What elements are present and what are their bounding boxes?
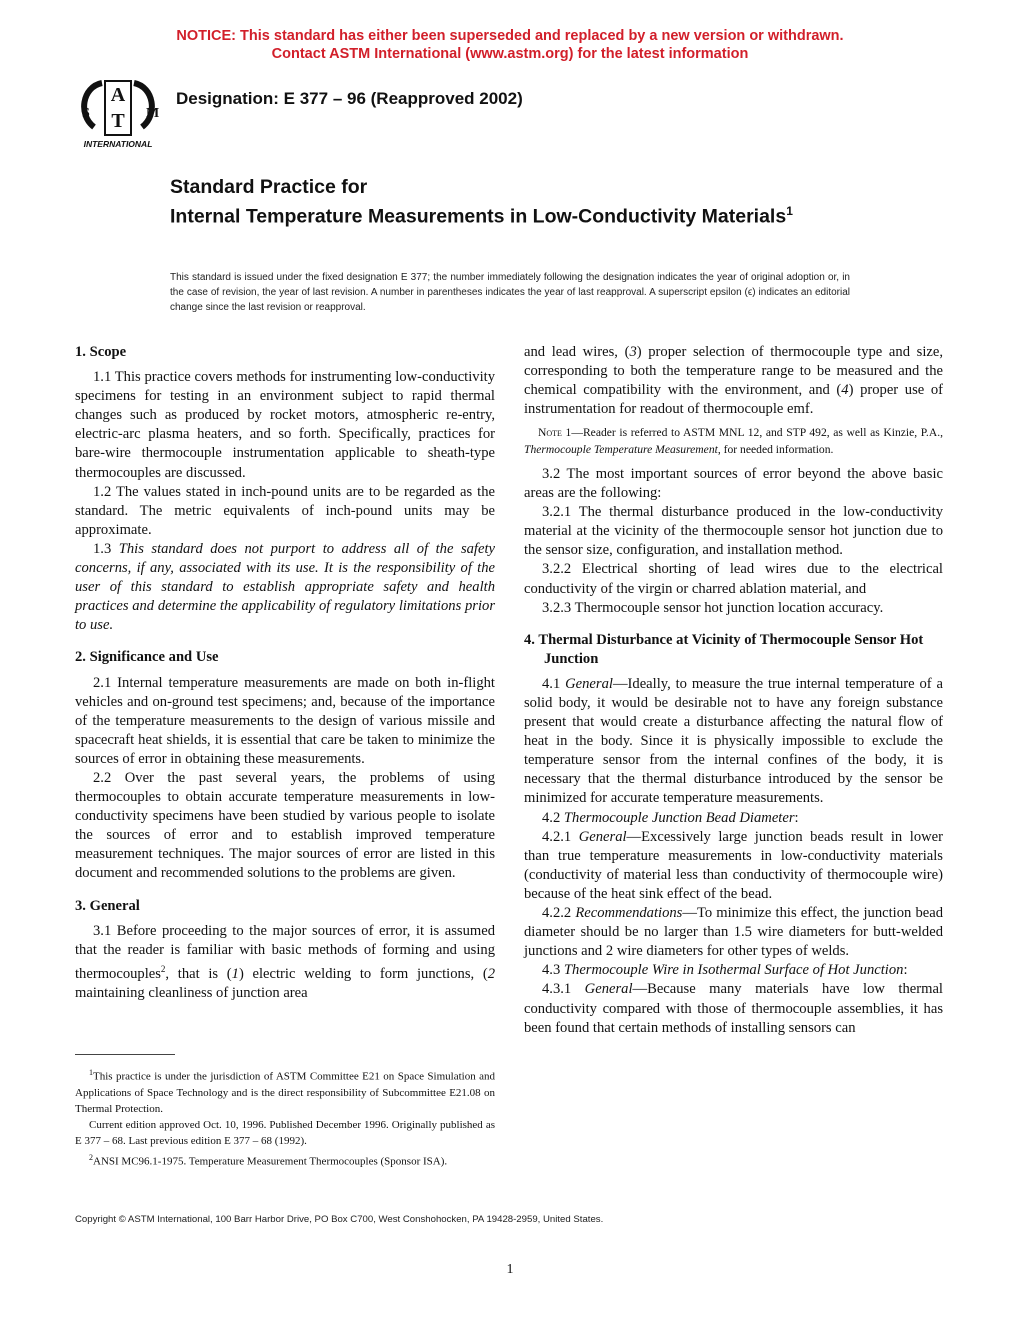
svg-text:S: S bbox=[82, 106, 90, 121]
issued-statement: This standard is issued under the fixed designation E 377; the number immediately following the designation indicates the year of original adoption or, in the case of revision, the year of last revision. A number in parentheses indicates the year of last reapproval. A superscript epsilon (ϵ) indicates an editorial change since the last revision or reapproval. bbox=[170, 272, 850, 313]
section-heading-general: 3. General bbox=[75, 897, 140, 914]
svg-text:M: M bbox=[146, 106, 160, 121]
paragraph-4-2: 4.2 Thermocouple Junction Bead Diameter: bbox=[542, 809, 799, 826]
astm-logo-icon bbox=[72, 75, 164, 155]
paragraph-2-1: 2.1 Internal temperature measurements are made on both in-flight vehicles and on-ground test specimens; and, because of the importance of the temperature measurements to the design of various missile and spacecraft heat shields, it is essential that care be taken to minimize the sources of error in obtaining these measurements. bbox=[75, 674, 495, 767]
paragraph-3-2-3: 3.2.3 Thermocouple sensor hot junction location accuracy. bbox=[542, 599, 884, 616]
footnote-2: $^2$ANSI MC96.1-1975. Temperature Measurement Thermocouples (Sponsor ISA). bbox=[89, 1152, 448, 1168]
paragraph-2-2: 2.2 Over the past several years, the problems of using thermocouples to obtain accurate temperature measurements in low-conductivity specimens have been studied by various people to isolate the sources of error and to establish improved temperature measurement techniques. The major sources of error are listed in this document and recommended solutions to the problems are given. bbox=[75, 769, 495, 882]
astm-logo bbox=[72, 75, 164, 155]
copyright-line: Copyright © ASTM International, 100 Barr Harbor Drive, PO Box C700, West Conshohocken, PA 19428-2959, United States. bbox=[75, 1214, 604, 1225]
logo-letters-top: A bbox=[110, 84, 126, 106]
paragraph-4-1: 4.1 General—Ideally, to measure the true internal temperature of a solid body, it would be desirable not to have any foreign substance present that would create a disturbance affecting the natural flow of heat in the body. Since it is physically impossible to exclude the temperature sensor from the internal confines of the body, it is necessary that the thermal disturbance introduced by the sensor be minimized for accurate temperature measurements. bbox=[524, 675, 943, 807]
paragraph-3-2-1: 3.2.1 The thermal disturbance produced in the low-conductivity material at the vicinity of the thermocouple sensor hot junction due to the sensor size, configuration, and installation method. bbox=[524, 504, 943, 559]
designation: Designation: E 377 – 96 (Reapproved 2002) bbox=[176, 89, 523, 108]
notice-line-2: Contact ASTM International (www.astm.org) for the latest information bbox=[271, 46, 749, 62]
footnote-1: $^1$This practice is under the jurisdiction of ASTM Committee E21 on Space Simulation and Applications of Space Technology and is the direct responsibility of Subcommittee E21.08 on Thermal Protection. bbox=[75, 1068, 495, 1116]
paragraph-3-1-continued: and lead wires, (3) proper selection of thermocouple type and size, corresponding to both the temperature range to be measured and the chemical compatibility with the environment, and (4) proper use of instrumentation for readout of thermocouple emf. bbox=[524, 344, 943, 418]
footnote-1-edition: Current edition approved Oct. 10, 1996. Published December 1996. Originally published as E 377 – 68. Last previous edition E 377 – 68 (1992). bbox=[75, 1119, 495, 1148]
document-title bbox=[170, 175, 930, 229]
paragraph-4-2-2: 4.2.2 Recommendations—To minimize this effect, the junction bead diameter should be no larger than 1.5 wire diameters for butt-welded junctions and 2 wire diameters for other types of welds. bbox=[524, 905, 943, 960]
paragraph-3-1-start: 3.1 Before proceeding to the major sources of error, it is assumed that the reader is familiar with basic methods of forming and using thermocouples$^2$, that is (1) electric welding to form junctions, (2 maintaining cleanliness of junction area bbox=[75, 922, 495, 1001]
superseded-notice bbox=[0, 27, 1020, 63]
paragraph-3-2-2: 3.2.2 Electrical shorting of lead wires due to the electrical conductivity of the virgin or charred ablation material, and bbox=[524, 561, 943, 597]
right-column bbox=[524, 343, 943, 1038]
title-line-2: Internal Temperature Measurements in Low-Conductivity Materials$^1$ bbox=[170, 204, 793, 228]
paragraph-1-2: 1.2 The values stated in inch-pound units are to be regarded as the standard. The metric equivalents of inch-pound units may be approximate. bbox=[75, 483, 495, 538]
logo-caption: INTERNATIONAL bbox=[83, 139, 153, 149]
note-1: Note 1—Reader is referred to ASTM MNL 12, and STP 492, as well as Kinzie, P.A., Thermocouple Temperature Measurement, for needed information. bbox=[524, 426, 943, 457]
paragraph-4-3-1: 4.3.1 General—Because many materials have low thermal conductivity compared with those of thermocouple assemblies, it has been found that certain methods of installing sensors can bbox=[524, 981, 943, 1036]
page-number: 1 bbox=[506, 1262, 514, 1277]
paragraph-1-1: 1.1 This practice covers methods for instrumenting low-conductivity specimens for testing in an environment subject to rapid thermal changes such as produced by rocket motors, atmospheric re-entry, electric-arc plasma heaters, and so forth. Specifically, practices for bare-wire thermocouple instrumentation applicable to sheath-type thermocouples are discussed. bbox=[75, 369, 495, 481]
left-column bbox=[75, 343, 495, 1003]
footnotes bbox=[75, 1065, 495, 1170]
title-line-1: Standard Practice for bbox=[170, 176, 368, 198]
paragraph-1-3: 1.3 This standard does not purport to address all of the safety concerns, if any, associated with its use. It is the responsibility of the user of this standard to establish appropriate safety and health practices and determine the applicability of regulatory limitations prior to use. bbox=[75, 540, 495, 634]
section-heading-significance: 2. Significance and Use bbox=[75, 649, 219, 666]
paragraph-3-2: 3.2 The most important sources of error beyond the above basic areas are the following: bbox=[524, 465, 943, 502]
title-footnote-mark: 1 bbox=[786, 204, 793, 218]
logo-letters-bottom: T bbox=[111, 110, 125, 132]
footnote-divider bbox=[75, 1054, 175, 1055]
footnote-ref-2: 2 bbox=[160, 963, 166, 974]
paragraph-4-2-1: 4.2.1 General—Excessively large junction beads result in lower than true temperature measurements in low-conductivity materials (conductivity of material less than conductivity of thermocouple wire) because of the heat sink effect of the bead. bbox=[524, 828, 943, 902]
section-heading-thermal: 4. Thermal Disturbance at Vicinity of Thermocouple Sensor Hot Junction bbox=[524, 631, 924, 667]
paragraph-4-3: 4.3 Thermocouple Wire in Isothermal Surface of Hot Junction: bbox=[542, 962, 908, 979]
section-heading-scope: 1. Scope bbox=[75, 344, 127, 360]
notice-line-1: NOTICE: This standard has either been superseded and replaced by a new version or withdrawn. bbox=[176, 28, 844, 44]
